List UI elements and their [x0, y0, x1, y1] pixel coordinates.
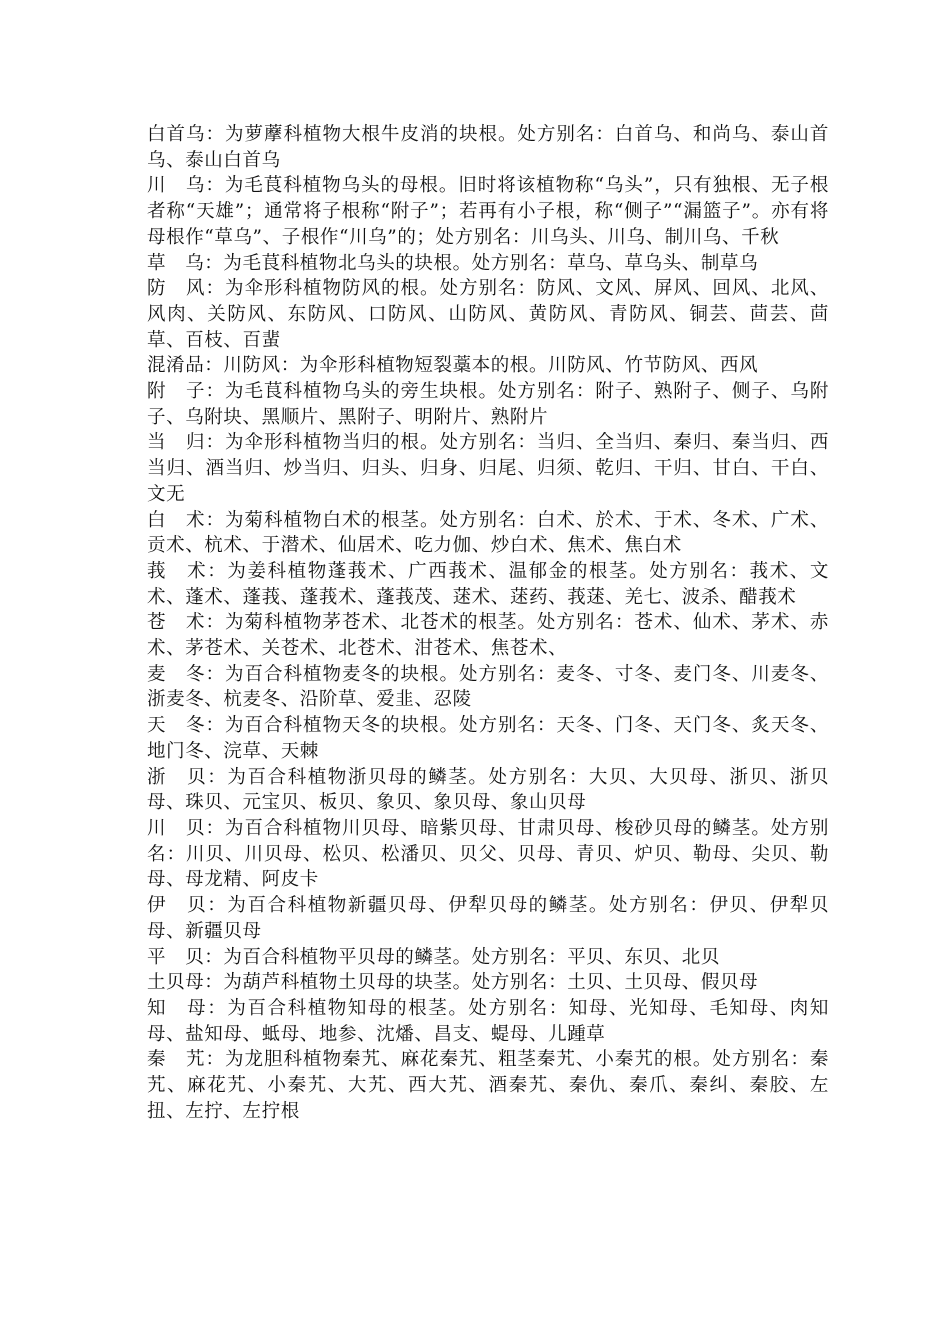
entry-ping-bei: 平 贝：为百合科植物平贝母的鳞茎。处方别名：平贝、东贝、北贝 [147, 946, 721, 968]
entry-bai-zhu: 白 术：为菊科植物白术的根茎。处方别名：白术、於术、于术、冬术、广术、贡术、杭术、于潜术、仙居术、吃力伽、炒白术、焦术、焦白术 [147, 509, 829, 557]
entry-chuan-bei: 川 贝：为百合科植物川贝母、暗紫贝母、甘肃贝母、梭砂贝母的鳞茎。处方别名：川贝、川贝母、松贝、松潘贝、贝父、贝母、青贝、炉贝、勒母、尖贝、勒母、母龙精、阿皮卡 [147, 817, 829, 891]
entry-bai-shou-wu: 白首乌：为萝藦科植物大根牛皮消的块根。处方别名：白首乌、和尚乌、泰山首乌、泰山白首乌 [147, 124, 829, 171]
entry-e-zhu: 莪 术：为姜科植物蓬莪术、广西莪术、温郁金的根茎。处方别名：莪术、文术、蓬术、蓬莪、蓬莪术、蓬莪茂、蒁术、蒁药、莪蒁、羌七、波杀、醋莪术 [147, 560, 829, 608]
entry-zhe-bei: 浙 贝：为百合科植物浙贝母的鳞茎。处方别名：大贝、大贝母、浙贝、浙贝母、珠贝、元宝贝、板贝、象贝、象贝母、象山贝母 [147, 766, 829, 814]
entry-fang-feng: 防 风：为伞形科植物防风的根。处方别名：防风、文风、屏风、回风、北风、风肉、关防风、东防风、口防风、山防风、黄防风、青防风、铜芸、茴芸、茴草、百枝、百蜚 [147, 278, 829, 351]
document-body [147, 122, 829, 1124]
entry-dang-gui: 当 归：为伞形科植物当归的根。处方别名：当归、全当归、秦归、秦当归、西当归、酒当归、炒当归、归头、归身、归尾、归须、乾归、干归、甘白、干白、文无 [147, 432, 829, 505]
entry-tian-dong: 天 冬：为百合科植物天冬的块根。处方别名：天冬、门冬、天门冬、炙天冬、地门冬、浣草、天棘 [147, 715, 829, 762]
entry-mai-dong: 麦 冬：为百合科植物麦冬的块根。处方别名：麦冬、寸冬、麦门冬、川麦冬、浙麦冬、杭麦冬、沿阶草、爱韭、忍陵 [147, 663, 829, 711]
entry-tu-bei-mu: 土贝母：为葫芦科植物土贝母的块茎。处方别名：土贝、土贝母、假贝母 [147, 972, 759, 994]
entry-cang-zhu: 苍 术：为菊科植物茅苍术、北苍术的根茎。处方别名：苍术、仙术、茅术、赤术、茅苍术、关苍术、北苍术、泔苍术、焦苍术、 [147, 612, 829, 660]
entry-chuan-wu: 川 乌：为毛茛科植物乌头的母根。旧时将该植物称“乌头”，只有独根、无子根者称“天雄”；通常将子根称“附子”；若再有小子根，称“侧子”“漏篮子”。亦有将母根作“草乌”、子根作“川乌”的；处方别名：川乌头、川乌、制川乌、千秋 [147, 175, 829, 248]
entry-cao-wu: 草 乌：为毛茛科植物北乌头的块根。处方别名：草乌、草乌头、制草乌 [147, 252, 759, 274]
entry-zhi-mu: 知 母：为百合科植物知母的根茎。处方别名：知母、光知母、毛知母、肉知母、盐知母、蚳母、地参、沈燔、昌支、蝭母、儿踵草 [147, 997, 829, 1045]
entry-yi-bei: 伊 贝：为百合科植物新疆贝母、伊犁贝母的鳞茎。处方别名：伊贝、伊犁贝母、新疆贝母 [147, 895, 829, 942]
entry-qin-jiao: 秦 艽：为龙胆科植物秦艽、麻花秦艽、粗茎秦艽、小秦艽的根。处方别名：秦艽、麻花艽、小秦艽、大艽、西大艽、酒秦艽、秦仇、秦爪、秦纠、秦胶、左扭、左拧、左拧根 [147, 1049, 829, 1122]
entry-confusable-chuan-fang-feng: 混淆品：川防风：为伞形科植物短裂藁本的根。川防风、竹节防风、西风 [147, 355, 759, 377]
entry-fu-zi: 附 子：为毛茛科植物乌头的旁生块根。处方别名：附子、熟附子、侧子、乌附子、乌附块、黑顺片、黑附子、明附片、熟附片 [147, 381, 829, 428]
